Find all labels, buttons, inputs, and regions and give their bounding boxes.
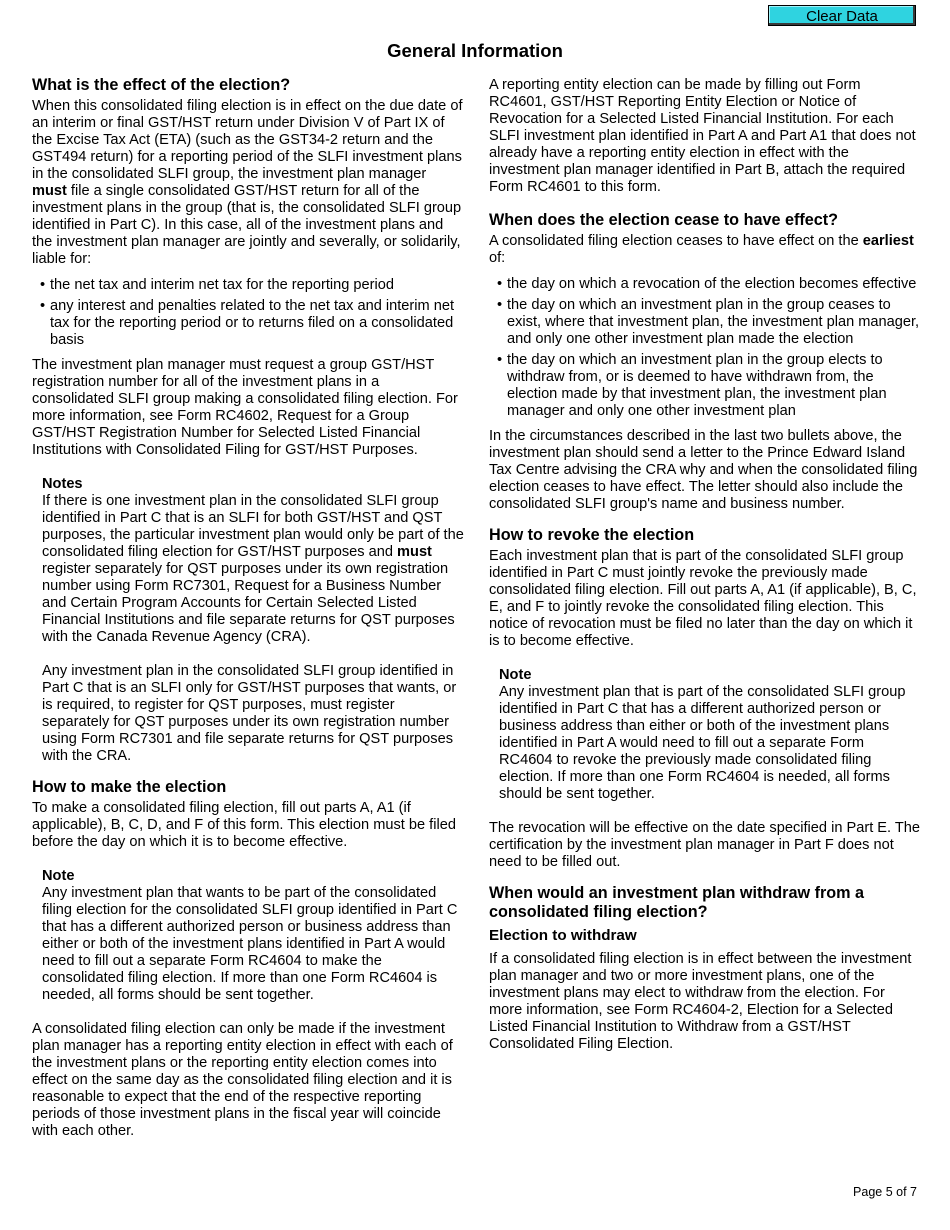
withdraw-subheading: Election to withdraw — [489, 927, 637, 944]
list-item: • the day on which an investment plan in the group elects to withdraw from, or is deemed to have withdrawn from, the election made by that investment plan, the investment plan manager and only one other investment plan — [489, 352, 921, 420]
left-column — [32, 76, 464, 1140]
revoke-note — [489, 667, 921, 803]
make-election-note-text: Any investment plan that wants to be part of the consolidated filing election for the consolidated SLFI group identified in Part C that has a different authorized person or business address than either or both of the investment plans identified in Part A would need to fill out a separate Form RC4604 to make the consolidated filing election. If more than one Form RC4604 is needed, all forms should be sent together. — [42, 885, 458, 1003]
cease-paragraph-2: In the circumstances described in the last two bullets above, the investment plan should send a letter to the Prince Edward Island Tax Centre advising the CRA why and when the consolidated filing election ceases to have effect. The letter should also include the consolidated SLFI group's name and business number. — [489, 428, 918, 512]
notes-paragraph-1: If there is one investment plan in the consolidated SLFI group identified in Part C that is an SLFI for both GST/HST and QST purposes, the particular investment plan would only be part of the consolidated filing election for GST/HST purposes and must register separately for QST purposes under its own registration number using Form RC7301, Request for a Business Number and Certain Program Accounts for Certain Selected Listed Financial Institutions and file separate returns for QST purposes with the Canada Revenue Agency (CRA). — [42, 493, 464, 645]
list-item: • the net tax and interim net tax for the reporting period — [32, 277, 464, 294]
make-election-heading: How to make the election — [32, 778, 227, 796]
right-column — [489, 77, 921, 1053]
notes-title: Notes — [42, 476, 83, 492]
note-title: Note — [499, 667, 532, 683]
withdraw-paragraph: If a consolidated filing election is in effect between the investment plan manager and two or more investment plans, one of the investment plans may elect to withdraw from the election. For more information, see Form RC4604-2, Election for a Selected Listed Financial Institution to Withdraw from a GST/HST Consolidated Filing Election. — [489, 951, 912, 1052]
revoke-heading: How to revoke the election — [489, 526, 695, 544]
revoke-paragraph-1: Each investment plan that is part of the consolidated SLFI group identified in Part C must jointly revoke the previously made consolidated filing election. Fill out parts A, A1 (if applicable), B, C, E, and F to jointly revoke the consolidated filing election. This notice of revocation must be filed no later than the day on which it is to become effective. — [489, 548, 917, 649]
reporting-entity-paragraph: A reporting entity election can be made by filling out Form RC4601, GST/HST Reporting Entity Election or Notice of Revocation for a Selected Listed Financial Institution. For each SLFI investment plan identified in Part A and Part A1 that does not already have a reporting entity election in effect with the investment plan manager identified in Part B, attach the required Form RC4601 to this form. — [489, 77, 916, 195]
withdraw-heading: When would an investment plan withdraw from a consolidated filing election? — [489, 884, 865, 921]
effect-paragraph-1: When this consolidated filing election is in effect on the due date of an interim or final GST/HST return under Division V of Part IX of the Excise Tax Act (ETA) (such as the GST34-2 return and the GST494 return) for a reporting period of the SLFI investment plans in the consolidated SLFI group, the investment plan manager must file a single consolidated GST/HST return for all of the investment plans in the group (that is, the consolidated SLFI group identified in Part C). In this case, all of the investment plans and the investment plan manager are jointly and severally, or solidarily, liable for: — [32, 98, 463, 267]
note-title: Note — [42, 868, 75, 884]
list-item: • any interest and penalties related to the net tax and interim net tax for the reporting period or to returns filed on a consolidated basis — [32, 298, 464, 349]
cease-bullet-list — [489, 276, 921, 420]
effect-heading: What is the effect of the election? — [32, 76, 291, 94]
revoke-paragraph-2: The revocation will be effective on the date specified in Part E. The certification by the investment plan manager in Part F does not need to be filled out. — [489, 820, 921, 870]
cease-heading: When does the election cease to have effect? — [489, 211, 839, 229]
make-election-paragraph: To make a consolidated filing election, fill out parts A, A1 (if applicable), B, C, D, and F of this form. This election must be filed before the day on which it is to become effective. — [32, 800, 456, 850]
reporting-entity-condition-paragraph: A consolidated filing election can only be made if the investment plan manager has a reporting entity election in effect with each of the investment plans or the reporting entity election comes into effect on the same day as the consolidated filing election and it is reasonable to expect that the end of the respective reporting periods of those investment plans in the fiscal year will coincide with each other. — [32, 1021, 453, 1139]
clear-data-button[interactable]: Clear Data — [768, 5, 916, 26]
page-number: Page 5 of 7 — [853, 1185, 917, 1199]
notes-paragraph-2: Any investment plan in the consolidated SLFI group identified in Part C that is an SLFI only for GST/HST purposes that wants, or is required, to register for QST purposes, must register separately for QST purposes under its own registration number using Form RC7301 and file separate returns for QST purposes with the CRA. — [42, 663, 457, 764]
group-registration-paragraph: The investment plan manager must request a group GST/HST registration number for all of the investment plans in a consolidated SLFI group making a consolidated filing election. For more information, see Form RC4602, Request for a Group GST/HST Registration Number for Selected Listed Financial Institutions with Consolidated Filing for GST/HST Purposes. — [32, 357, 458, 458]
page-title: General Information — [387, 40, 563, 61]
cease-paragraph-1: A consolidated filing election ceases to have effect on the earliest of: — [489, 233, 914, 266]
list-item: • the day on which a revocation of the election becomes effective — [489, 276, 921, 293]
notes-box — [32, 476, 464, 765]
revoke-note-text: Any investment plan that is part of the consolidated SLFI group identified in Part C that has a different authorized person or business address than either or both of the investment plans identified in Part A would need to fill out a separate Form RC4604 to revoke the previously made consolidated filing election. If more than one Form RC4604 is needed, all forms should be sent together. — [499, 684, 906, 802]
make-election-note — [32, 868, 464, 1004]
list-item: • the day on which an investment plan in the group ceases to exist, where that investment plan, the investment plan manager, and only one other investment plan made the election — [489, 297, 921, 348]
effect-bullet-list — [32, 277, 464, 349]
